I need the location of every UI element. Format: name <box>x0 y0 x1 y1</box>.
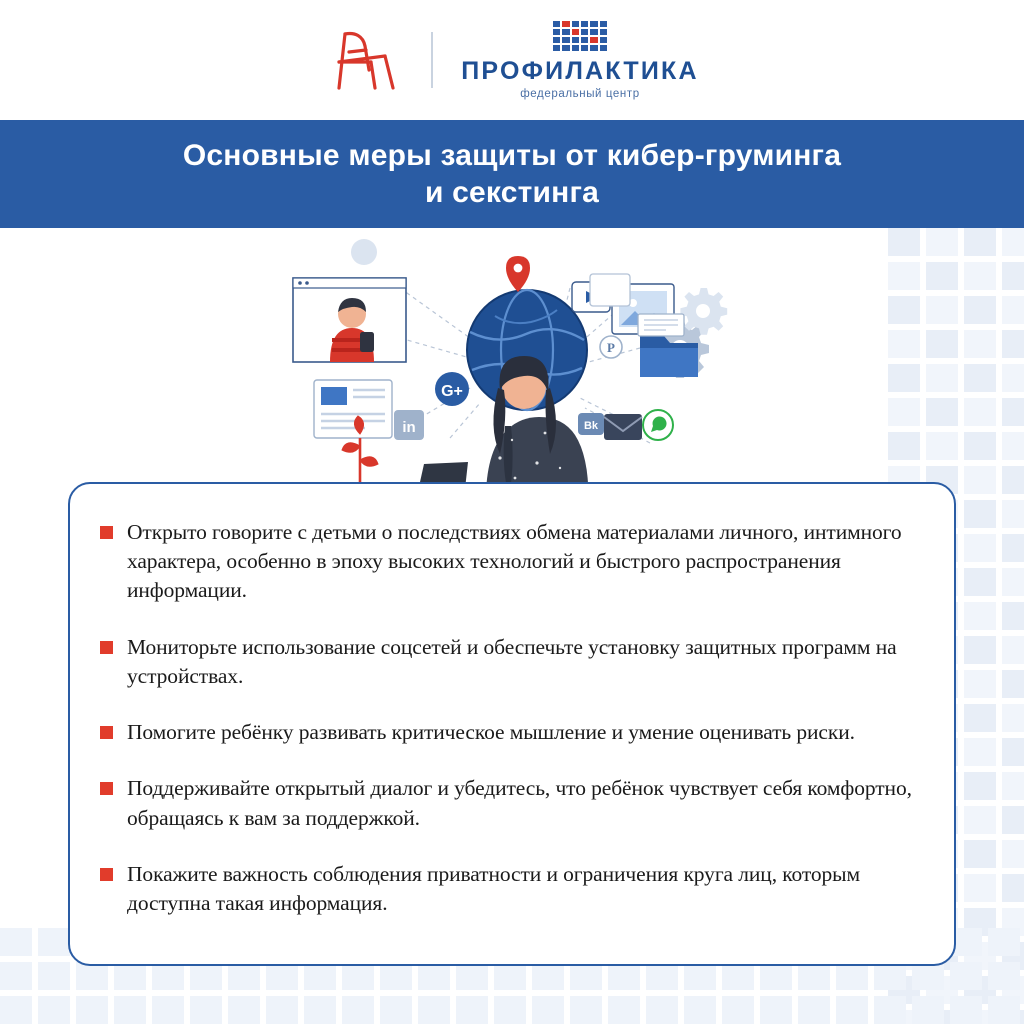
bullet-icon <box>100 726 113 739</box>
bullet-icon <box>100 526 113 539</box>
list-item <box>100 518 914 606</box>
title-banner <box>0 120 1024 228</box>
page-title-line-2: и секстинга <box>424 176 600 209</box>
pinterest-icon <box>600 336 622 358</box>
page-title-line-1: Основные меры защиты от кибер-груминга <box>182 138 842 172</box>
logo-divider <box>431 32 433 88</box>
chair-logo-icon <box>325 26 403 94</box>
mail-icon <box>604 414 642 440</box>
svg-text:G+: G+ <box>441 383 463 400</box>
tip-text: Помогите ребёнку развивать критическое мышление и умение оценивать риски. <box>127 720 855 745</box>
tips-card <box>68 482 956 966</box>
whatsapp-icon <box>643 410 673 440</box>
bullet-icon <box>100 641 113 654</box>
content-card-icon <box>314 380 392 438</box>
list-item <box>100 774 914 832</box>
tip-text: Покажите важность соблюдения приватности и ограничения круга лиц, которым доступна такая информация. <box>127 861 861 916</box>
document-icon <box>638 314 684 336</box>
message-icon <box>351 239 377 265</box>
photo-icon <box>590 274 630 306</box>
google-plus-icon <box>435 372 469 406</box>
linkedin-icon <box>394 410 424 440</box>
svg-text:Bk: Bk <box>583 420 599 432</box>
tip-text: Мониторьте использование соцсетей и обеспечьте установку защитных программ на устройствах. <box>127 634 897 688</box>
tip-text: Открыто говорите с детьми о последствиях обмена материалами личного, интимного характера, особенно в эпоху высоких технологий и быстрого распространения информации. <box>127 520 902 603</box>
bullet-icon <box>100 782 113 795</box>
gear-icon <box>680 288 727 335</box>
list-item <box>100 633 914 691</box>
brand-title: ПРОФИЛАКТИКА <box>461 56 699 85</box>
page-title <box>183 137 841 212</box>
brand-header <box>0 0 1024 120</box>
svg-text:in: in <box>402 419 416 436</box>
browser-window-icon <box>293 278 406 362</box>
svg-text:P: P <box>607 340 615 355</box>
tip-text: Поддерживайте открытый диалог и убедитесь, что ребёнок чувствует себя комфортно, обращаясь к вам за поддержкой. <box>127 776 912 830</box>
list-item <box>100 718 914 747</box>
prophylaxis-logo <box>461 21 699 100</box>
list-item <box>100 860 914 918</box>
vk-icon <box>578 413 604 435</box>
prophylaxis-mark-icon <box>553 21 607 51</box>
bullet-icon <box>100 868 113 881</box>
brand-subtitle: федеральный центр <box>520 87 640 100</box>
location-pin-icon <box>506 256 530 292</box>
